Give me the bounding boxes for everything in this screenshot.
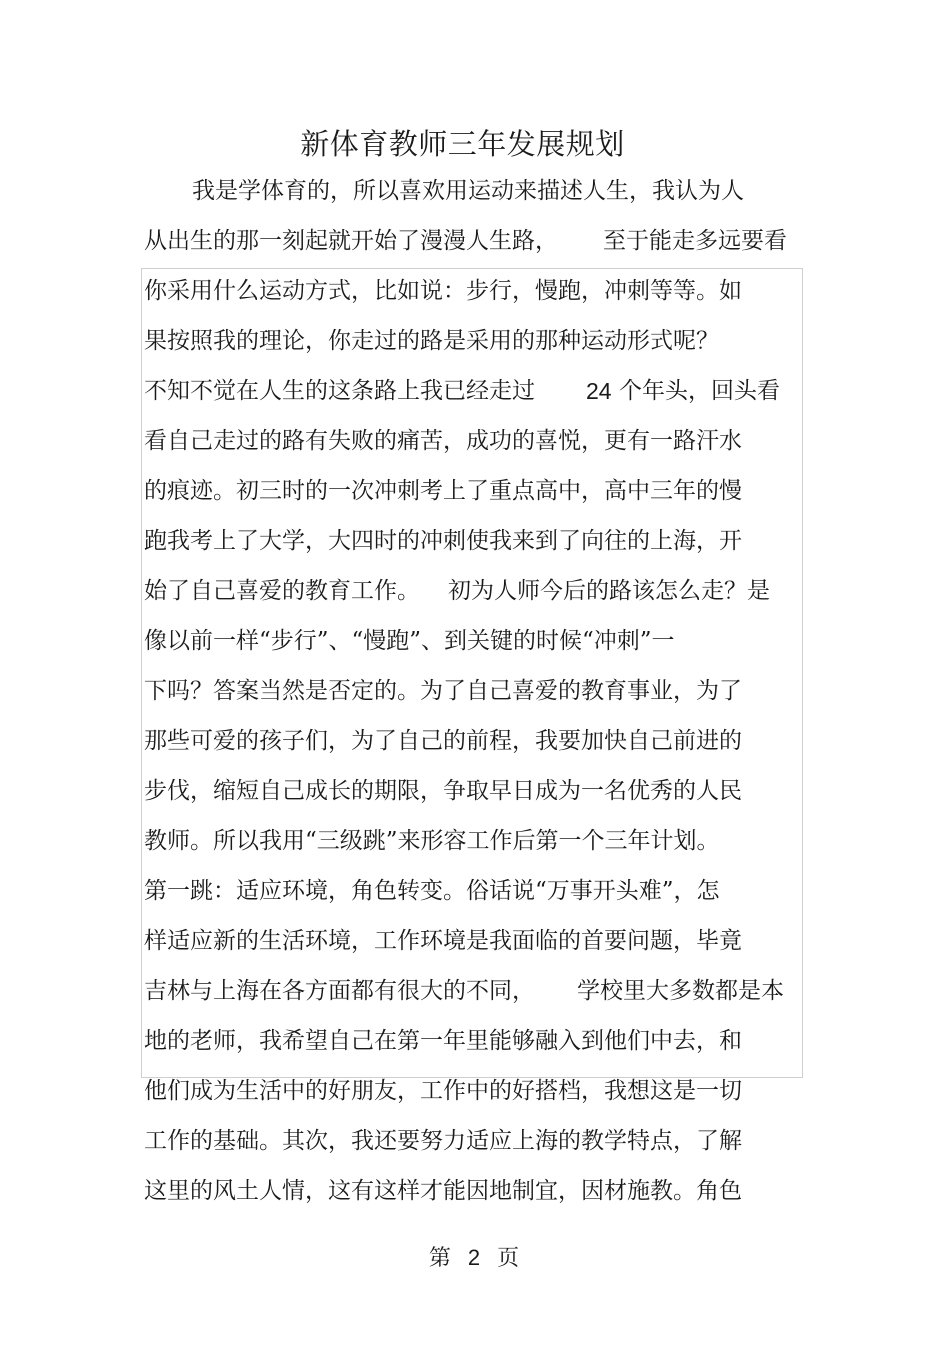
paragraph-line: 我是学体育的，所以喜欢用运动来描述人生，我认为人 bbox=[192, 178, 744, 204]
paragraph-line: 地的老师，我希望自己在第一年里能够融入到他们中去，和 bbox=[144, 1028, 742, 1054]
line-segment: 吉林与上海在各方面都有很大的不同， bbox=[144, 978, 535, 1004]
paragraph-line bbox=[144, 976, 784, 1006]
paragraph-line: 像以前一样“步行”、“慢跑”、到关键的时候“冲刺”一 bbox=[144, 628, 675, 654]
line-number-text: 24 bbox=[586, 378, 612, 404]
paragraph-line: 教师。所以我用“三级跳”来形容工作后第一个三年计划。 bbox=[144, 828, 720, 854]
paragraph-line: 他们成为生活中的好朋友，工作中的好搭档，我想这是一切 bbox=[144, 1078, 742, 1104]
paragraph-line: 这里的风土人情，这有这样才能因地制宜，因材施教。角色 bbox=[144, 1178, 742, 1204]
line-segment: 至于能走多远要看 bbox=[603, 228, 787, 254]
document-title: 新体育教师三年发展规划 bbox=[300, 127, 625, 161]
paragraph-line: 跑我考上了大学，大四时的冲刺使我来到了向往的上海，开 bbox=[144, 528, 742, 554]
page-number-value: 2 bbox=[467, 1245, 481, 1270]
paragraph-line: 第一跳：适应环境，角色转变。俗话说“万事开头难”，怎 bbox=[144, 878, 720, 904]
paragraph-line: 果按照我的理论，你走过的路是采用的那种运动形式呢？ bbox=[144, 328, 719, 354]
paragraph-line: 下吗？答案当然是否定的。为了自己喜爱的教育事业，为了 bbox=[144, 678, 742, 704]
paragraph-line: 工作的基础。其次，我还要努力适应上海的教学特点，了解 bbox=[144, 1128, 742, 1154]
paragraph-line bbox=[144, 376, 780, 406]
paragraph-line: 步伐，缩短自己成长的期限，争取早日成为一名优秀的人民 bbox=[144, 778, 742, 804]
page-number bbox=[0, 1241, 948, 1272]
paragraph-line bbox=[144, 576, 770, 606]
paragraph-line: 的痕迹。初三时的一次冲刺考上了重点高中，高中三年的慢 bbox=[144, 478, 742, 504]
paragraph-line: 样适应新的生活环境，工作环境是我面临的首要问题，毕竟 bbox=[144, 928, 742, 954]
page-number-suffix: 页 bbox=[497, 1246, 520, 1271]
line-segment: 不知不觉在人生的这条路上我已经走过 bbox=[144, 378, 535, 404]
paragraph-line bbox=[144, 226, 787, 256]
line-segment: 从出生的那一刻起就开始了漫漫人生路， bbox=[144, 228, 558, 254]
paragraph-line: 看自己走过的路有失败的痛苦，成功的喜悦，更有一路汗水 bbox=[144, 428, 742, 454]
paragraph-line: 那些可爱的孩子们，为了自己的前程，我要加快自己前进的 bbox=[144, 728, 742, 754]
line-segment: 学校里大多数都是本 bbox=[577, 978, 784, 1004]
line-segment: 始了自己喜爱的教育工作。 bbox=[144, 578, 420, 604]
line-segment: 个年头，回头看 bbox=[619, 378, 780, 404]
page-number-prefix: 第 bbox=[428, 1246, 451, 1271]
paragraph-line: 你采用什么运动方式，比如说：步行，慢跑，冲刺等等。如 bbox=[144, 278, 742, 304]
line-segment: 初为人师今后的路该怎么走？是 bbox=[448, 578, 770, 604]
